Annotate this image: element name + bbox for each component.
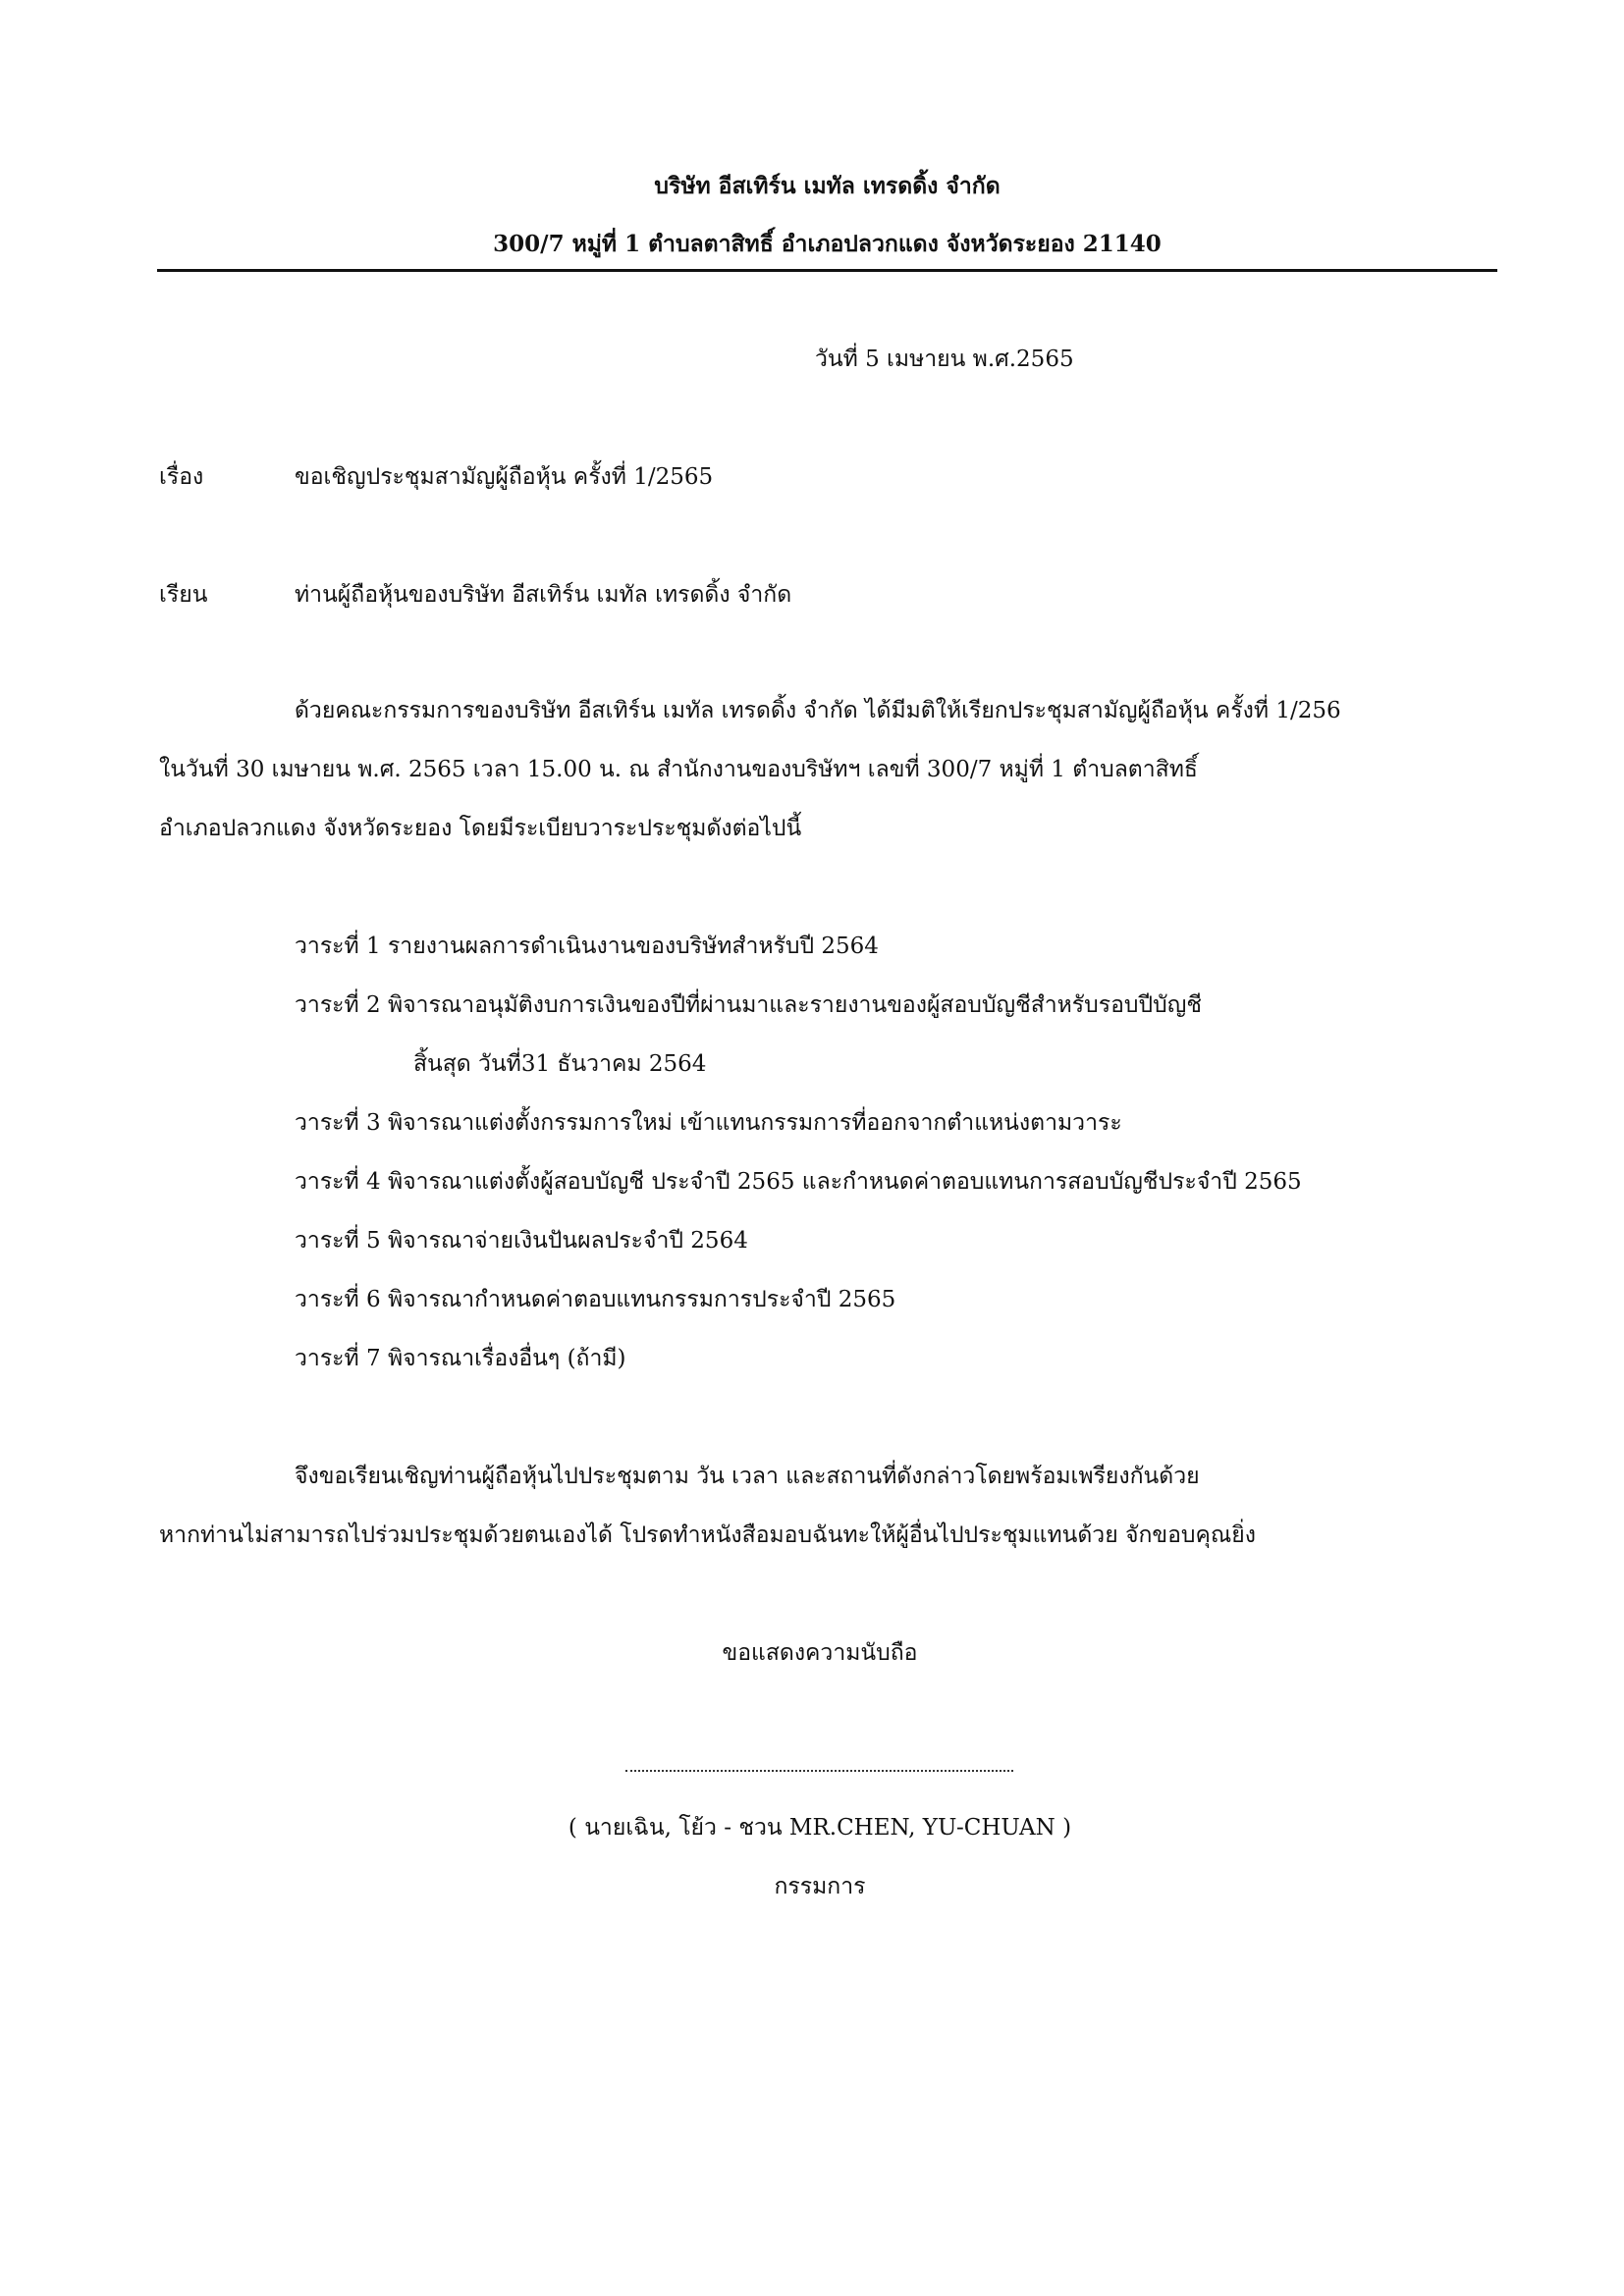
agenda-item-2-continued: สิ้นสุด วันที่31 ธันวาคม 2564 <box>413 1051 707 1077</box>
closing-line-2: หากท่านไม่สามารถไปร่วมประชุมด้วยตนเองได้ โปรดทำหนังสือมอบฉันทะให้ผู้อื่นไปประชุมแทนด้วย จักขอบคุณยิ่ง <box>159 1522 1256 1548</box>
letter-date: วันที่ 5 เมษายน พ.ศ.2565 <box>815 347 1074 372</box>
recipient-label: เรียน <box>159 582 208 608</box>
agenda-item-3: วาระที่ 3 พิจารณาแต่งตั้งกรรมการใหม่ เข้าแทนกรรมการที่ออกจากตำแหน่งตามวาระ <box>295 1110 1122 1136</box>
recipient-text: ท่านผู้ถือหุ้นของบริษัท อีสเทิร์น เมทัล เทรดดิ้ง จำกัด <box>295 582 792 608</box>
agenda-item-4: วาระที่ 4 พิจารณาแต่งตั้งผู้สอบบัญชี ประจำปี 2565 และกำหนดค่าตอบแทนการสอบบัญชีประจำปี 2565 <box>295 1169 1302 1195</box>
subject-label: เรื่อง <box>159 464 204 490</box>
agenda-item-6: วาระที่ 6 พิจารณากำหนดค่าตอบแทนกรรมการประจำปี 2565 <box>295 1287 896 1312</box>
body-line-1: ด้วยคณะกรรมการของบริษัท อีสเทิร์น เมทัล เทรดดิ้ง จำกัด ได้มีมติให้เรียกประชุมสามัญผู้ถือหุ้น ครั้งที่ 1/256 <box>295 698 1341 723</box>
agenda-item-2: วาระที่ 2 พิจารณาอนุมัติงบการเงินของปีที่ผ่านมาและรายงานของผู้สอบบัญชีสำหรับรอบปีบัญชี <box>295 992 1202 1018</box>
company-name: บริษัท อีสเทิร์น เมทัล เทรดดิ้ง จำกัด <box>654 173 1001 199</box>
subject-text: ขอเชิญประชุมสามัญผู้ถือหุ้น ครั้งที่ 1/2565 <box>295 464 714 490</box>
body-line-2: ในวันที่ 30 เมษายน พ.ศ. 2565 เวลา 15.00 น. ณ สำนักงานของบริษัทฯ เลขที่ 300/7 หมู่ที่ 1 ตำบลตาสิทธิ์ <box>159 757 1198 782</box>
header-divider <box>157 269 1497 272</box>
signer-title: กรรมการ <box>774 1874 866 1899</box>
signature-line <box>625 1770 1013 1772</box>
closing-line-1: จึงขอเรียนเชิญท่านผู้ถือหุ้นไปประชุมตาม วัน เวลา และสถานที่ดังกล่าวโดยพร้อมเพรียงกันด้วย <box>295 1464 1200 1489</box>
agenda-item-5: วาระที่ 5 พิจารณาจ่ายเงินปันผลประจำปี 2564 <box>295 1228 748 1254</box>
signer-name: ( นายเฉิน, โย้ว - ชวน MR.CHEN, YU-CHUAN ) <box>568 1815 1072 1841</box>
body-line-3: อำเภอปลวกแดง จังหวัดระยอง โดยมีระเบียบวาระประชุมดังต่อไปนี้ <box>159 816 802 841</box>
closing-greeting: ขอแสดงความนับถือ <box>722 1640 918 1666</box>
company-address: 300/7 หมู่ที่ 1 ตำบลตาสิทธิ์ อำเภอปลวกแดง จังหวัดระยอง 21140 <box>493 231 1162 257</box>
agenda-item-7: วาระที่ 7 พิจารณาเรื่องอื่นๆ (ถ้ามี) <box>295 1346 626 1371</box>
agenda-item-1: วาระที่ 1 รายงานผลการดำเนินงานของบริษัทสำหรับปี 2564 <box>295 934 879 959</box>
